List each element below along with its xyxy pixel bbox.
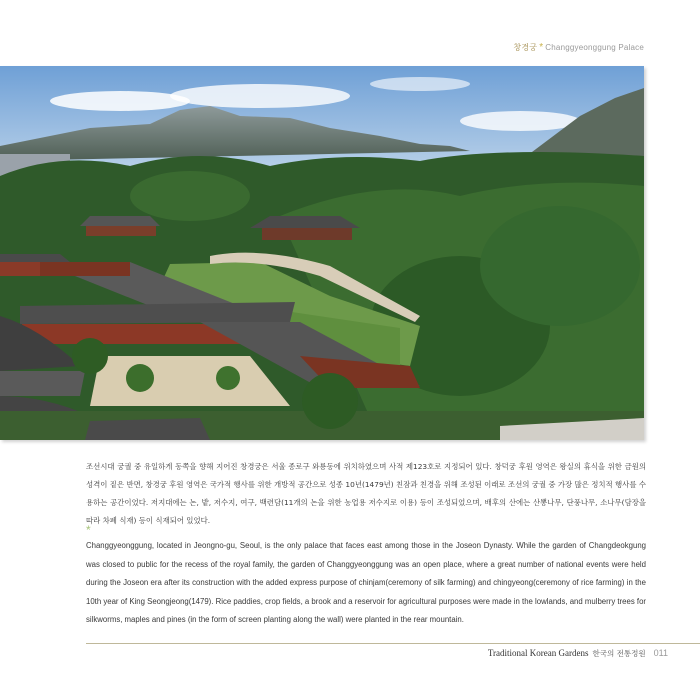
header-star-icon: * — [539, 42, 544, 53]
page-number: 011 — [653, 648, 668, 658]
palace-photo-illustration — [0, 66, 644, 440]
header-title-en: Changgyeonggung Palace — [545, 43, 644, 52]
palace-photo — [0, 66, 644, 440]
section-star-icon: * — [86, 523, 91, 537]
running-header — [513, 42, 644, 53]
footer-title-en: Traditional Korean Gardens — [487, 648, 589, 658]
english-paragraph: Changgyeonggung, located in Jeongno-gu, Seoul, is the only palace that faces east among those in the Joseon Dynasty. While the garden of Changdeokgung was closed to public for the recess of the royal family, the garden of Changgyeonggung was an open place, where a great number of national events were held during the Joseon era after its construction with the added express purpose of chinjam(ceremony of silk farming) and chingyeong(ceremony of rice farming) in the 10th year of King Seongjeong(1479). Rice paddies, crop fields, a brook and a reservoir for agricultural purposes were made in the lowlands, and mulberry trees for silkworms, maples and pines (in the form of screen planting along the wall) were planted in the rear mountain. — [86, 541, 646, 625]
korean-paragraph: 조선시대 궁궐 중 유일하게 동쪽을 향해 지어진 창경궁은 서울 종로구 와룡동에 위치하였으며 사적 제123호로 지정되어 있다. 창덕궁 후원 영역은 왕실의 휴식을 위한 금원의 성격이 짙은 반면, 창경궁 후원 영역은 국가적 행사를 위한 개방적 공간으로 성종 10년(1479년) 친잠과 친경을 위해 조성된 이래로 조선의 궁궐 중 가장 많은 정치적 행사를 수용하는 공간이었다. 저지대에는 논, 밭, 저수지, 여구, 백련담(11개의 논을 위한 농업용 저수지로 이용) 등이 조성되었으며, 배후의 산에는 산뽕나무, 단풍나무, 소나무(담장을 따라 차폐 식재) 등이 식재되어 있었다. — [86, 462, 646, 525]
footer-rule — [86, 643, 700, 644]
page-footer — [488, 648, 668, 659]
header-title-ko: 창경궁 — [513, 43, 538, 52]
footer-title-ko: 한국의 전통정원 — [592, 649, 646, 658]
